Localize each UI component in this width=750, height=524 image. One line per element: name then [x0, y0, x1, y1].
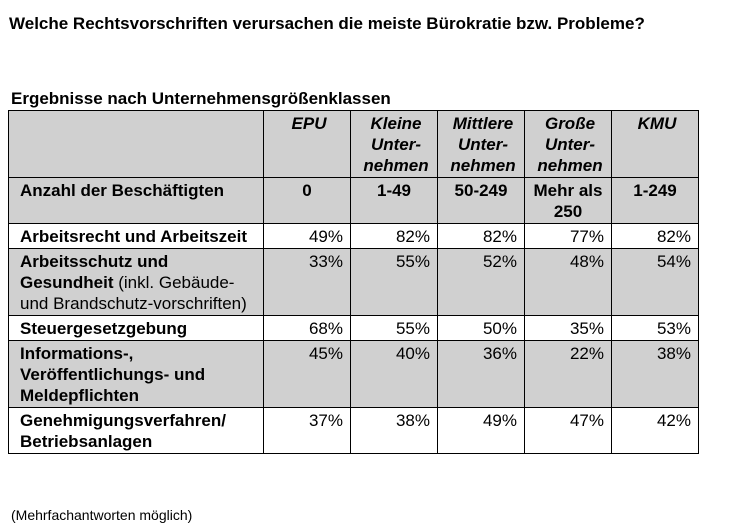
column-header: Kleine Unter-nehmen	[351, 111, 438, 178]
column-header: Große Unter-nehmen	[525, 111, 612, 178]
table-cell: 35%	[525, 316, 612, 341]
table-cell: Mehr als 250	[525, 178, 612, 224]
row-label: Steuergesetzgebung	[9, 316, 264, 341]
employees-row	[9, 178, 699, 224]
table-cell: 37%	[264, 408, 351, 454]
table-cell: 36%	[438, 341, 525, 408]
table-row	[9, 408, 699, 454]
table-cell: 53%	[612, 316, 699, 341]
table-cell: 45%	[264, 341, 351, 408]
table-cell: 42%	[612, 408, 699, 454]
table-cell: 68%	[264, 316, 351, 341]
column-header: KMU	[612, 111, 699, 178]
table-header-row	[9, 111, 699, 178]
table-cell: 52%	[438, 249, 525, 316]
table-cell: 77%	[525, 224, 612, 249]
table-cell: 38%	[612, 341, 699, 408]
table-cell: 22%	[525, 341, 612, 408]
table-row	[9, 224, 699, 249]
table-cell: 82%	[351, 224, 438, 249]
table-row	[9, 316, 699, 341]
column-header: EPU	[264, 111, 351, 178]
table-cell: 50-249	[438, 178, 525, 224]
table-row	[9, 249, 699, 316]
table-cell: 0	[264, 178, 351, 224]
table-cell: 38%	[351, 408, 438, 454]
table-cell: 1-49	[351, 178, 438, 224]
table-cell: 49%	[264, 224, 351, 249]
table-cell: 55%	[351, 316, 438, 341]
table-cell: 54%	[612, 249, 699, 316]
column-header: Mittlere Unter-nehmen	[438, 111, 525, 178]
row-label: Anzahl der Beschäftigten	[9, 178, 264, 224]
row-label: Arbeitsschutz und Gesundheit (inkl. Gebäude- und Brandschutz-vorschriften)	[9, 249, 264, 316]
table-cell: 47%	[525, 408, 612, 454]
question-heading: Welche Rechtsvorschriften verursachen die meiste Bürokratie bzw. Probleme?	[9, 14, 645, 33]
table-cell: 33%	[264, 249, 351, 316]
table-cell: 48%	[525, 249, 612, 316]
footnote: (Mehrfachantworten möglich)	[11, 507, 193, 523]
row-label: Informations-, Veröffentlichungs- und Meldepflichten	[9, 341, 264, 408]
results-table	[8, 110, 699, 454]
table-cell: 82%	[612, 224, 699, 249]
row-label-note: (inkl. Gebäude- und Brandschutz-vorschriften)	[20, 273, 247, 313]
table-cell: 82%	[438, 224, 525, 249]
header-empty-cell	[9, 111, 264, 178]
table-cell: 1-249	[612, 178, 699, 224]
row-label: Arbeitsrecht und Arbeitszeit	[9, 224, 264, 249]
table-title: Ergebnisse nach Unternehmensgrößenklassen	[11, 89, 391, 108]
table-cell: 55%	[351, 249, 438, 316]
table-cell: 40%	[351, 341, 438, 408]
table-cell: 49%	[438, 408, 525, 454]
table-cell: 50%	[438, 316, 525, 341]
row-label: Genehmigungsverfahren/ Betriebsanlagen	[9, 408, 264, 454]
table-row	[9, 341, 699, 408]
